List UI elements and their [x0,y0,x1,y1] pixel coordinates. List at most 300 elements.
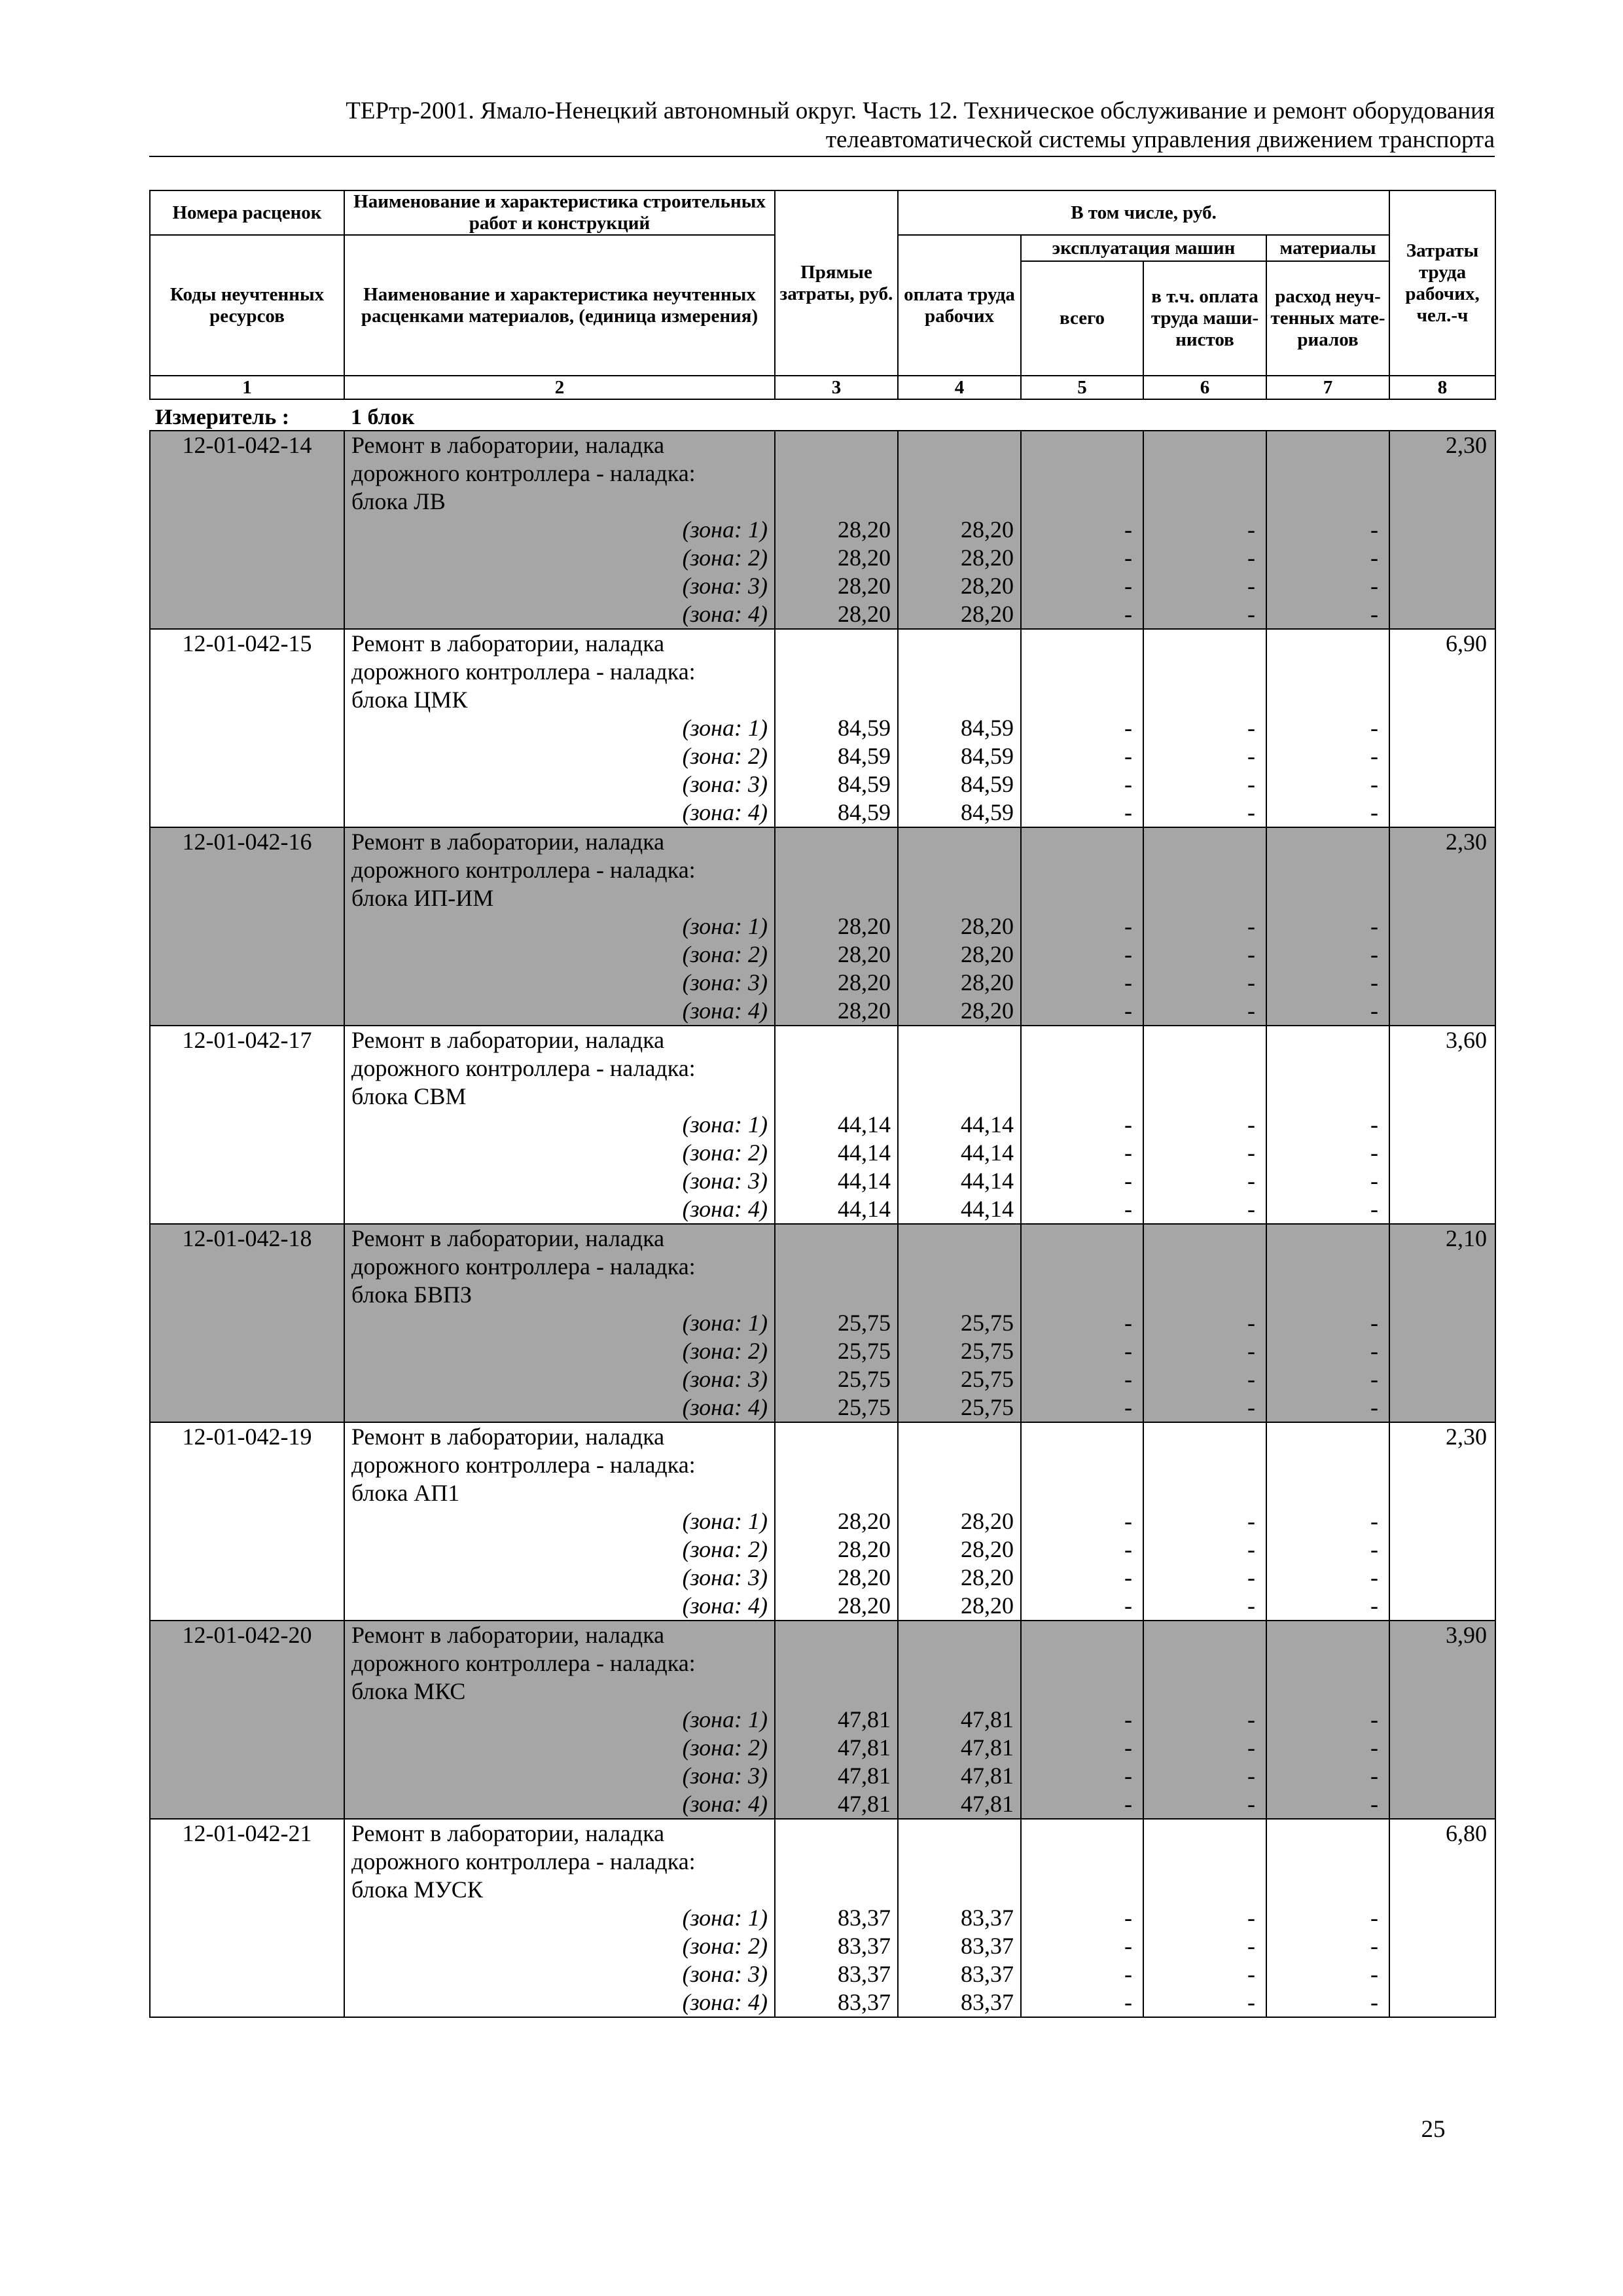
zone-row [150,798,1495,827]
direct-costs-value: 83,37 [775,1988,898,2017]
empty-cell [775,827,898,856]
machine-total-value: - [1021,941,1143,969]
empty-cell [898,1083,1021,1111]
rate-desc-row [150,459,1495,488]
worker-pay-value: 28,20 [898,969,1021,997]
empty-cell [898,884,1021,912]
empty-cell [1143,827,1266,856]
empty-cell [775,1422,898,1451]
empty-cell [150,1564,344,1592]
empty-cell [1021,1451,1143,1479]
machine-total-value: - [1021,1365,1143,1393]
empty-cell [898,1479,1021,1507]
column-number: 5 [1021,376,1143,399]
rate-description-line: Ремонт в лаборатории, наладка [344,827,775,856]
empty-cell [150,1365,344,1393]
machine-total-value: - [1021,1932,1143,1960]
empty-cell [1266,1281,1389,1309]
empty-cell [1143,1451,1266,1479]
empty-cell [150,714,344,742]
worker-pay-value: 83,37 [898,1988,1021,2017]
empty-cell [1266,658,1389,686]
machine-total-value: - [1021,516,1143,544]
rate-desc-row [150,1649,1495,1677]
zone-label: (зона: 3) [344,572,775,600]
empty-cell [1143,856,1266,884]
zone-label: (зона: 2) [344,941,775,969]
empty-cell [150,1139,344,1167]
empty-cell [150,1195,344,1224]
zone-label: (зона: 4) [344,1988,775,2017]
empty-cell [1266,884,1389,912]
empty-cell [150,1762,344,1790]
head-total: всего [1021,261,1143,376]
machine-total-value: - [1021,1762,1143,1790]
materials-value: - [1266,1393,1389,1422]
empty-cell [1143,1621,1266,1649]
empty-cell [1266,1621,1389,1649]
zone-label: (зона: 1) [344,1309,775,1337]
rate-description-line: Ремонт в лаборатории, наладка [344,1819,775,1848]
machinist-pay-value: - [1143,1904,1266,1932]
empty-cell [775,1026,898,1054]
rate-code [150,1451,344,1479]
worker-pay-value: 28,20 [898,1535,1021,1564]
empty-cell [1389,1960,1495,1988]
labor-cost [1389,1876,1495,1904]
empty-cell [1021,1677,1143,1706]
empty-cell [898,1422,1021,1451]
worker-pay-value: 28,20 [898,516,1021,544]
empty-cell [1143,884,1266,912]
empty-cell [150,1960,344,1988]
direct-costs-value: 83,37 [775,1960,898,1988]
empty-cell [1143,1054,1266,1083]
labor-cost [1389,1848,1495,1876]
empty-cell [1266,1819,1389,1848]
direct-costs-value: 84,59 [775,714,898,742]
rate-description-line: блока АП1 [344,1479,775,1507]
zone-label: (зона: 3) [344,1762,775,1790]
empty-cell [775,1281,898,1309]
zone-row [150,600,1495,629]
machinist-pay-value: - [1143,572,1266,600]
head-worker-pay: оплата труда рабочих [898,235,1021,376]
empty-cell [1143,1253,1266,1281]
empty-cell [1389,1592,1495,1621]
empty-cell [1266,1422,1389,1451]
empty-cell [1266,1451,1389,1479]
materials-value: - [1266,1365,1389,1393]
direct-costs-value: 28,20 [775,912,898,941]
materials-value: - [1266,969,1389,997]
empty-cell [1389,1734,1495,1762]
empty-cell [1021,1876,1143,1904]
labor-cost: 2,30 [1389,431,1495,459]
empty-cell [775,1479,898,1507]
empty-cell [1266,1677,1389,1706]
materials-value: - [1266,1960,1389,1988]
machine-total-value: - [1021,1535,1143,1564]
head-materials: материалы [1266,235,1389,261]
direct-costs-value: 84,59 [775,770,898,798]
worker-pay-value: 28,20 [898,600,1021,629]
zone-label: (зона: 4) [344,997,775,1026]
rate-description-line: дорожного контроллера - наладка: [344,1253,775,1281]
rate-description-line: дорожного контроллера - наладка: [344,1451,775,1479]
rate-description-line: дорожного контроллера - наладка: [344,459,775,488]
empty-cell [1266,856,1389,884]
head-labor-costs: Затраты труда рабочих, чел.-ч [1389,190,1495,376]
zone-row [150,742,1495,770]
empty-cell [150,1337,344,1365]
machinist-pay-value: - [1143,1988,1266,2017]
column-number: 4 [898,376,1021,399]
zone-label: (зона: 3) [344,1167,775,1195]
empty-cell [1021,1253,1143,1281]
worker-pay-value: 28,20 [898,1592,1021,1621]
worker-pay-value: 83,37 [898,1904,1021,1932]
rate-description-line: блока МКС [344,1677,775,1706]
materials-value: - [1266,1734,1389,1762]
empty-cell [1143,488,1266,516]
machine-total-value: - [1021,1706,1143,1734]
direct-costs-value: 28,20 [775,1564,898,1592]
empty-cell [1021,1083,1143,1111]
worker-pay-value: 28,20 [898,572,1021,600]
labor-cost [1389,1054,1495,1083]
zone-label: (зона: 1) [344,1904,775,1932]
materials-value: - [1266,1790,1389,1819]
direct-costs-value: 28,20 [775,969,898,997]
zone-label: (зона: 1) [344,912,775,941]
empty-cell [1021,1479,1143,1507]
direct-costs-value: 28,20 [775,572,898,600]
empty-cell [1389,1564,1495,1592]
zone-row [150,1195,1495,1224]
empty-cell [1143,1422,1266,1451]
machinist-pay-value: - [1143,1790,1266,1819]
machine-total-value: - [1021,572,1143,600]
direct-costs-value: 47,81 [775,1734,898,1762]
rate-code: 12-01-042-18 [150,1224,344,1253]
empty-cell [1389,1904,1495,1932]
empty-cell [1021,1281,1143,1309]
empty-cell [1021,856,1143,884]
rate-title-row [150,1621,1495,1649]
materials-value: - [1266,714,1389,742]
empty-cell [1266,686,1389,714]
empty-cell [150,1790,344,1819]
empty-cell [1021,1621,1143,1649]
empty-cell [150,1988,344,2017]
empty-cell [1143,1026,1266,1054]
direct-costs-value: 47,81 [775,1790,898,1819]
rate-description-line: блока ЛВ [344,488,775,516]
rate-code [150,658,344,686]
rate-description-line: блока БВПЗ [344,1281,775,1309]
empty-cell [1021,1649,1143,1677]
empty-cell [1389,714,1495,742]
empty-cell [775,629,898,658]
empty-cell [1021,488,1143,516]
empty-cell [898,1224,1021,1253]
empty-cell [775,1649,898,1677]
worker-pay-value: 44,14 [898,1167,1021,1195]
column-number: 7 [1266,376,1389,399]
zone-row [150,544,1495,572]
machinist-pay-value: - [1143,714,1266,742]
rate-desc-row [150,686,1495,714]
machinist-pay-value: - [1143,1195,1266,1224]
materials-value: - [1266,1195,1389,1224]
empty-cell [775,1083,898,1111]
empty-cell [898,1649,1021,1677]
zone-row [150,1932,1495,1960]
zone-row [150,1734,1495,1762]
measure-value: 1 блок [351,405,415,429]
empty-cell [1266,1026,1389,1054]
materials-value: - [1266,1988,1389,2017]
rate-description-line: Ремонт в лаборатории, наладка [344,1026,775,1054]
zone-label: (зона: 2) [344,742,775,770]
labor-cost: 2,10 [1389,1224,1495,1253]
rate-title-row [150,629,1495,658]
zone-label: (зона: 2) [344,1932,775,1960]
labor-cost [1389,1649,1495,1677]
zone-label: (зона: 2) [344,544,775,572]
machinist-pay-value: - [1143,1309,1266,1337]
machinist-pay-value: - [1143,516,1266,544]
empty-cell [1021,686,1143,714]
worker-pay-value: 47,81 [898,1790,1021,1819]
head-resource-codes: Коды неучтенных ресурсов [150,235,344,376]
empty-cell [1389,912,1495,941]
worker-pay-value: 25,75 [898,1337,1021,1365]
empty-cell [1389,1365,1495,1393]
rate-description-line: дорожного контроллера - наладка: [344,1848,775,1876]
machine-total-value: - [1021,1309,1143,1337]
direct-costs-value: 28,20 [775,1507,898,1535]
empty-cell [1021,459,1143,488]
empty-cell [150,1932,344,1960]
empty-cell [150,798,344,827]
rate-code [150,856,344,884]
machinist-pay-value: - [1143,997,1266,1026]
empty-cell [775,459,898,488]
materials-value: - [1266,1507,1389,1535]
machine-total-value: - [1021,770,1143,798]
zone-row [150,1393,1495,1422]
machine-total-value: - [1021,742,1143,770]
direct-costs-value: 84,59 [775,742,898,770]
empty-cell [1389,1535,1495,1564]
zone-label: (зона: 4) [344,1393,775,1422]
materials-value: - [1266,1111,1389,1139]
zone-row [150,516,1495,544]
empty-cell [898,459,1021,488]
zone-row [150,1592,1495,1621]
machine-total-value: - [1021,798,1143,827]
rate-desc-row [150,1677,1495,1706]
zone-label: (зона: 3) [344,969,775,997]
empty-cell [898,686,1021,714]
materials-value: - [1266,798,1389,827]
empty-cell [1143,1819,1266,1848]
zone-row [150,1706,1495,1734]
labor-cost [1389,459,1495,488]
machinist-pay-value: - [1143,1365,1266,1393]
rate-code: 12-01-042-15 [150,629,344,658]
empty-cell [1389,1309,1495,1337]
column-number: 8 [1389,376,1495,399]
table-head [150,190,1495,431]
rate-code [150,1054,344,1083]
worker-pay-value: 25,75 [898,1393,1021,1422]
rate-title-row [150,1026,1495,1054]
materials-value: - [1266,1932,1389,1960]
empty-cell [775,431,898,459]
empty-cell [775,1451,898,1479]
labor-cost [1389,1253,1495,1281]
zone-row [150,912,1495,941]
zone-label: (зона: 1) [344,1111,775,1139]
empty-cell [1266,431,1389,459]
worker-pay-value: 44,14 [898,1111,1021,1139]
empty-cell [1389,997,1495,1026]
empty-cell [775,686,898,714]
rate-description-line: дорожного контроллера - наладка: [344,856,775,884]
machinist-pay-value: - [1143,1337,1266,1365]
empty-cell [775,1819,898,1848]
labor-cost [1389,1451,1495,1479]
empty-cell [775,1848,898,1876]
empty-cell [775,884,898,912]
empty-cell [1143,1224,1266,1253]
empty-cell [150,1535,344,1564]
empty-cell [898,488,1021,516]
empty-cell [150,770,344,798]
empty-cell [898,1054,1021,1083]
empty-cell [1266,1649,1389,1677]
zone-label: (зона: 1) [344,1507,775,1535]
empty-cell [1389,544,1495,572]
machinist-pay-value: - [1143,912,1266,941]
empty-cell [150,572,344,600]
direct-costs-value: 83,37 [775,1932,898,1960]
empty-cell [1021,1054,1143,1083]
machine-total-value: - [1021,1904,1143,1932]
materials-value: - [1266,1762,1389,1790]
empty-cell [898,1253,1021,1281]
empty-cell [1021,431,1143,459]
empty-cell [150,1393,344,1422]
zone-label: (зона: 1) [344,1706,775,1734]
empty-cell [1266,1083,1389,1111]
empty-cell [1021,1422,1143,1451]
empty-cell [775,1677,898,1706]
worker-pay-value: 28,20 [898,912,1021,941]
machinist-pay-value: - [1143,544,1266,572]
zone-row [150,1111,1495,1139]
rate-description-line: блока ИП-ИМ [344,884,775,912]
zone-row [150,1960,1495,1988]
zone-row [150,1988,1495,2017]
empty-cell [1266,1876,1389,1904]
zone-label: (зона: 3) [344,1365,775,1393]
machinist-pay-value: - [1143,1762,1266,1790]
machinist-pay-value: - [1143,1932,1266,1960]
labor-cost: 2,30 [1389,1422,1495,1451]
empty-cell [775,1054,898,1083]
direct-costs-value: 47,81 [775,1706,898,1734]
labor-cost [1389,488,1495,516]
machinist-pay-value: - [1143,1507,1266,1535]
empty-cell [898,1819,1021,1848]
empty-cell [150,516,344,544]
head-direct-costs: Прямые затраты, руб. [775,190,898,376]
machine-total-value: - [1021,1393,1143,1422]
empty-cell [1389,1393,1495,1422]
direct-costs-value: 83,37 [775,1904,898,1932]
rate-desc-row [150,488,1495,516]
machinist-pay-value: - [1143,1592,1266,1621]
machinist-pay-value: - [1143,1535,1266,1564]
direct-costs-value: 84,59 [775,798,898,827]
empty-cell [1389,1932,1495,1960]
rate-desc-row [150,1054,1495,1083]
zone-label: (зона: 2) [344,1734,775,1762]
direct-costs-value: 28,20 [775,516,898,544]
machine-total-value: - [1021,1564,1143,1592]
machine-total-value: - [1021,1337,1143,1365]
zone-row [150,1365,1495,1393]
machinist-pay-value: - [1143,1393,1266,1422]
column-number: 3 [775,376,898,399]
rate-description-line: блока СВМ [344,1083,775,1111]
empty-cell [1389,941,1495,969]
empty-cell [1143,629,1266,658]
direct-costs-value: 28,20 [775,997,898,1026]
empty-cell [898,1848,1021,1876]
labor-cost [1389,1677,1495,1706]
empty-cell [1266,1054,1389,1083]
labor-cost [1389,884,1495,912]
empty-cell [150,1592,344,1621]
empty-cell [1389,1988,1495,2017]
empty-cell [1021,1026,1143,1054]
empty-cell [775,1253,898,1281]
rate-code [150,1253,344,1281]
machinist-pay-value: - [1143,798,1266,827]
materials-value: - [1266,1904,1389,1932]
empty-cell [898,1621,1021,1649]
direct-costs-value: 25,75 [775,1337,898,1365]
empty-cell [1021,1224,1143,1253]
empty-cell [1389,742,1495,770]
rate-title-row [150,1422,1495,1451]
empty-cell [775,856,898,884]
empty-cell [1143,1677,1266,1706]
empty-cell [1143,431,1266,459]
empty-cell [898,856,1021,884]
rate-description-line: Ремонт в лаборатории, наладка [344,1224,775,1253]
zone-row [150,1337,1495,1365]
rate-title-row [150,431,1495,459]
zone-row [150,714,1495,742]
machine-total-value: - [1021,1960,1143,1988]
direct-costs-value: 25,75 [775,1365,898,1393]
